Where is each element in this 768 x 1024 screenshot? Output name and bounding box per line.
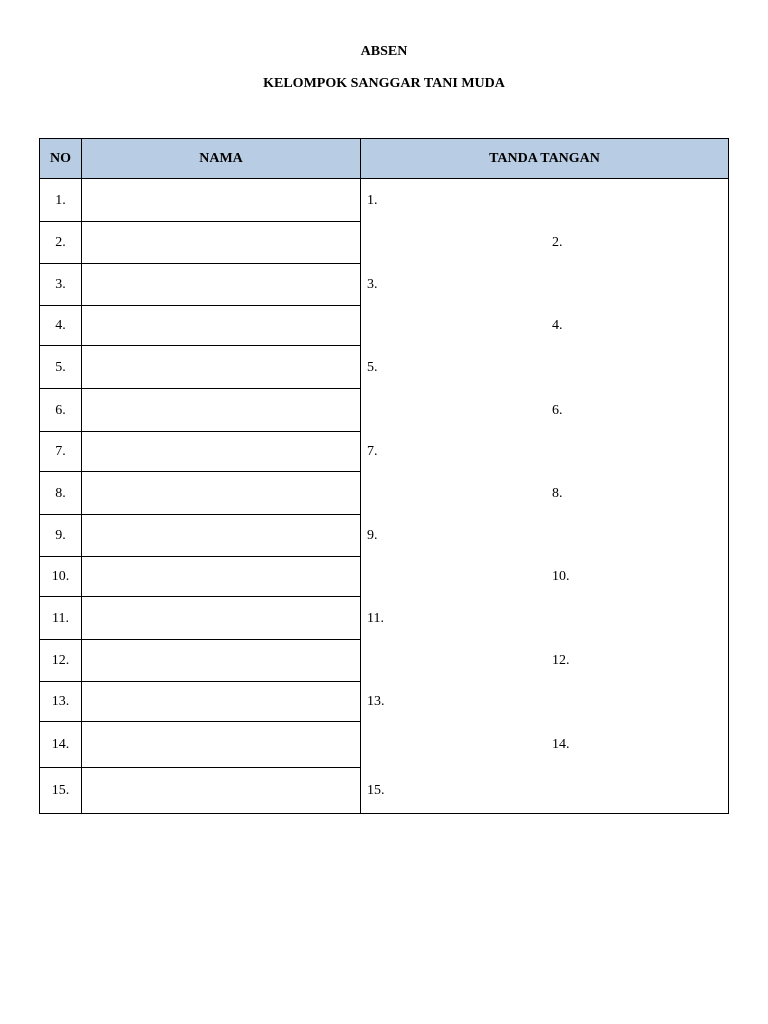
row-number: 14.	[51, 737, 70, 752]
attendance-table	[39, 138, 729, 814]
table-row	[40, 515, 360, 557]
row-number: 6.	[55, 402, 66, 418]
row-number: 3.	[55, 277, 66, 292]
table-row	[40, 597, 360, 640]
nama-field[interactable]	[82, 682, 360, 722]
signature-slot-label: 9.	[367, 528, 378, 543]
table-row	[40, 432, 360, 472]
table-row	[40, 640, 360, 682]
table-row	[40, 389, 360, 432]
signature-slot-label: 12.	[552, 653, 570, 668]
nama-field[interactable]	[82, 597, 360, 640]
table-row	[40, 472, 360, 515]
signature-slot-label: 3.	[367, 277, 378, 292]
table-row	[40, 179, 360, 222]
row-number: 10.	[51, 569, 70, 584]
row-number: 13.	[51, 694, 70, 709]
signature-slot-label: 6.	[552, 402, 563, 418]
nama-field[interactable]	[82, 389, 360, 432]
header-nama: NAMA	[199, 151, 243, 166]
nama-field[interactable]	[82, 264, 360, 306]
nama-field[interactable]	[82, 346, 360, 389]
table-row	[40, 264, 360, 306]
table-row	[40, 306, 360, 346]
row-number: 5.	[55, 359, 66, 375]
row-number: 12.	[51, 653, 70, 668]
nama-field[interactable]	[82, 306, 360, 346]
signature-slot-label: 7.	[367, 444, 378, 459]
row-number: 8.	[55, 485, 66, 501]
table-row	[40, 722, 360, 768]
row-number: 4.	[55, 318, 66, 333]
row-number: 11.	[52, 610, 69, 626]
table-row	[40, 768, 360, 813]
signature-slot-label: 5.	[367, 359, 378, 375]
table-body	[40, 179, 360, 813]
row-number: 2.	[55, 235, 66, 250]
nama-field[interactable]	[82, 222, 360, 264]
signature-slot-label: 14.	[552, 737, 570, 752]
table-row	[40, 682, 360, 722]
row-number: 15.	[51, 782, 70, 798]
table-header	[40, 139, 728, 179]
nama-field[interactable]	[82, 515, 360, 557]
nama-field[interactable]	[82, 432, 360, 472]
nama-field[interactable]	[82, 557, 360, 597]
signature-slot-label: 10.	[552, 569, 570, 584]
nama-field[interactable]	[82, 768, 360, 813]
row-number: 9.	[55, 528, 66, 543]
signature-slot-label: 4.	[552, 318, 563, 333]
header-no: NO	[50, 151, 71, 166]
row-number: 7.	[55, 444, 66, 459]
signature-slot-label: 15.	[367, 782, 385, 798]
column-divider-nama	[360, 139, 361, 813]
signature-slot-label: 8.	[552, 485, 563, 501]
document-title: ABSEN	[360, 44, 408, 59]
row-number: 1.	[55, 192, 66, 208]
table-row	[40, 346, 360, 389]
nama-field[interactable]	[82, 640, 360, 682]
nama-field[interactable]	[82, 722, 360, 768]
nama-field[interactable]	[82, 179, 360, 222]
signature-slot-label: 1.	[367, 192, 378, 208]
table-row	[40, 222, 360, 264]
document-subtitle: KELOMPOK SANGGAR TANI MUDA	[263, 76, 505, 91]
nama-field[interactable]	[82, 472, 360, 515]
signature-slot-label: 2.	[552, 235, 563, 250]
signature-slot-label: 13.	[367, 694, 385, 709]
header-tanda-tangan: TANDA TANGAN	[489, 151, 600, 166]
signature-slot-label: 11.	[367, 610, 384, 626]
table-row	[40, 557, 360, 597]
